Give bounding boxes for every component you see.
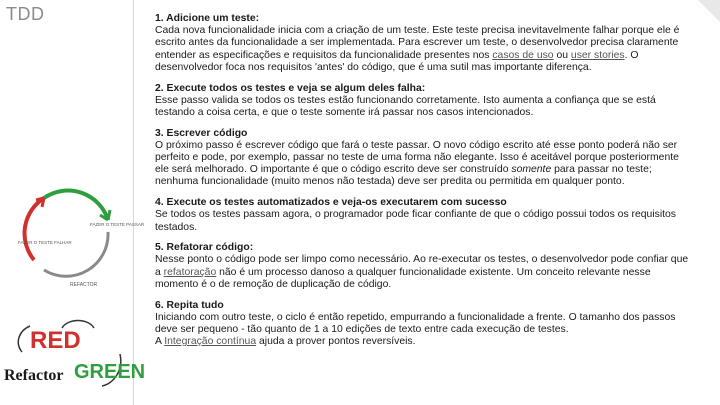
step-text: A bbox=[155, 336, 165, 348]
step-body: Se todos os testes passam agora, o programador pode ficar confiante de que o código possui todos os requisitos testados. bbox=[155, 209, 677, 233]
integracao-continua-link[interactable]: Integração contínua bbox=[164, 336, 257, 348]
red-arc bbox=[25, 198, 44, 260]
tdd-cycle-diagram bbox=[4, 180, 145, 292]
step-title: 2. Execute todos os testes e veja se algum deles falha: bbox=[155, 82, 426, 94]
step-text: ou bbox=[553, 49, 571, 61]
step-body: Esse passo valida se todos os testes estão funcionando corretamente. Isto aumenta a confiança que se está testando a coisa certa, e que o teste somente irá passar nos casos intencionados. bbox=[155, 94, 656, 118]
logo-red-word: RED bbox=[30, 327, 81, 354]
logo-green-word: GREEN bbox=[74, 361, 146, 383]
step-title: 6. Repita tudo bbox=[155, 299, 224, 311]
user-stories-link[interactable]: user stories bbox=[570, 49, 625, 61]
red-green-refactor-logo bbox=[2, 312, 146, 404]
steps-content bbox=[155, 13, 690, 357]
step-title: 5. Refatorar código: bbox=[155, 242, 254, 254]
gray-arc bbox=[44, 232, 108, 276]
step-5 bbox=[155, 242, 690, 291]
step-text: O próximo passo é escrever código que fará o teste passar. O novo código escrito até esse ponto poderá não ser perfeito e pode, por exemplo, passar no teste de uma forma não elegante. Isso é aceitável porque posteriormente ele será melhorado. O importante é que o código escrito deve ser construído bbox=[155, 139, 679, 176]
casos-de-uso-link[interactable]: casos de uso bbox=[492, 49, 554, 61]
step-2 bbox=[155, 83, 690, 120]
step-text: Iniciando com outro teste, o ciclo é então repetido, empurrando a funcionalidade a frente. O tamanho dos passos deve ser pequeno - tão quanto de 1 a 10 edições de texto entre cada execução de testes. bbox=[155, 311, 676, 335]
logo-arrow-left-icon bbox=[18, 326, 30, 352]
step-1 bbox=[155, 13, 690, 74]
step-body bbox=[155, 312, 690, 336]
cycle-label-pass: FAZER O TESTE PASSAR bbox=[90, 222, 145, 227]
refatoracao-link[interactable]: refatoração bbox=[163, 266, 217, 278]
step-3 bbox=[155, 128, 690, 189]
step-4 bbox=[155, 197, 690, 234]
slide-title: TDD bbox=[6, 4, 45, 24]
step-body bbox=[155, 25, 690, 74]
step-emphasis: somente bbox=[511, 164, 552, 176]
step-body bbox=[155, 336, 690, 348]
corner-decoration bbox=[698, 0, 720, 22]
step-body bbox=[155, 254, 690, 291]
step-text: . O desenvolvedor foca nos requisitos 'antes' do código, que é uma sutil mas importante diferença. bbox=[155, 49, 639, 73]
step-title: 3. Escrever código bbox=[155, 127, 248, 139]
step-text: ajuda a prover pontos reversíveis. bbox=[256, 336, 416, 348]
step-text: para passar no teste; nenhuma funcionalidade (muito menos não testada) deve ser predita ou permitida em qualquer ponto. bbox=[155, 164, 652, 188]
step-title: 1. Adicione um teste: bbox=[155, 13, 260, 24]
step-body bbox=[155, 140, 690, 189]
logo-refactor-word: Refactor bbox=[4, 367, 64, 384]
cycle-label-refactor: REFACTOR bbox=[70, 282, 98, 288]
step-text: não é um processo danoso a qualquer funcionalidade existente. Um conceito relevante nesse momento é o de remoção de duplicação de código. bbox=[155, 266, 651, 290]
cycle-label-fail: FAZER O TESTE FALHAR bbox=[18, 240, 72, 245]
step-text: Cada nova funcionalidade inicia com a criação de um teste. Este teste precisa inevitavelmente falhar porque ele é escrito antes da funcionalidade a ser implementada. Para escrever um teste, o desenvolvedor precisa claramente entender as especificações e requisitos da funcionalidade presentes nos bbox=[155, 25, 680, 61]
step-text: Nesse ponto o código pode ser limpo como necessário. Ao re-executar os testes, o desenvolvedor pode confiar que a bbox=[155, 254, 689, 278]
step-title: 4. Execute os testes automatizados e veja-os executarem com sucesso bbox=[155, 197, 507, 209]
green-arc bbox=[44, 191, 108, 220]
step-6 bbox=[155, 300, 690, 349]
